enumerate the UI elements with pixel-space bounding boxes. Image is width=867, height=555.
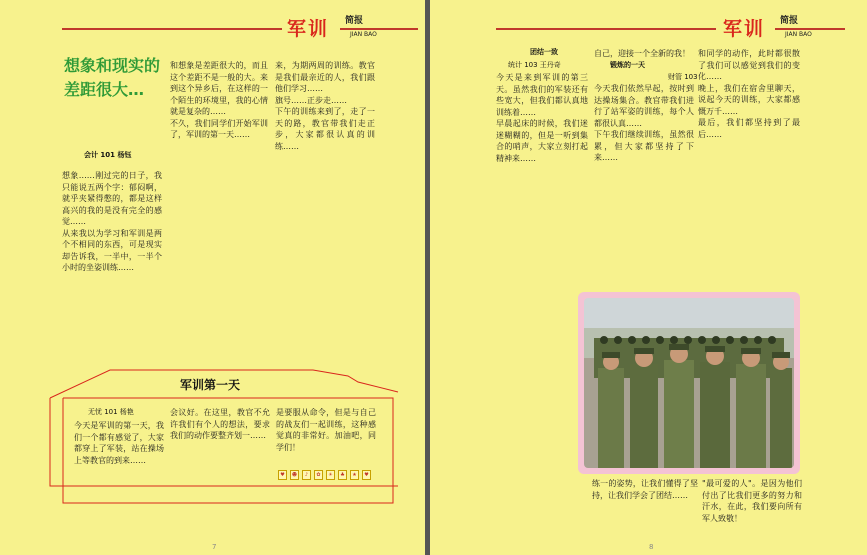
sticker-icon: ♥ [278, 470, 287, 480]
feature-byline: 会计 101 杨钰 [84, 151, 132, 159]
sticker-icon: ♪ [302, 470, 311, 480]
feature-column-3: 来，为期两周的训练。教官是我们最亲近的人，我们跟他们学习…… 旗号……正步走…… 下午的训练来到了，走了一天的路，教官带我们走正步，大家都很认真的训练…… [275, 61, 375, 151]
article2-column-2: 今天我们依然早起，按时到达操场集合。教官带我们进行了站军姿的训练，每个人都很认真…… 下午我们继续训练，虽然很累，但大家都坚持了下来…… [594, 84, 694, 162]
article1-byline: 统计 103 王丹奇 [508, 61, 561, 69]
section2-byline: 无忧 101 杨艳 [88, 408, 134, 416]
article2-column-3: 和同学的动作，此时都很散了我们可以感觉到我们的变化…… 晚上，我们在宿舍里聊天，说起今天的训练，大家都感慨万千…… 最后，我们都坚持到了最后…… [698, 49, 800, 139]
sticker-icon: ♣ [338, 470, 347, 480]
bottom-column-2: 练一的姿势，让我们懂得了坚持，让我们学会了团结…… [592, 479, 698, 500]
header-rule-left [496, 28, 716, 30]
header-subtitle: 简报 [780, 16, 799, 26]
right-page-number: 8 [649, 543, 654, 551]
header-subtitle-pinyin: JIAN BAO [785, 31, 812, 38]
header-subtitle-pinyin: JIAN BAO [350, 31, 377, 38]
photo-caption-text: "最可爱的人"。是因为他们付出了比我们更多的努力和汗水，在此，我们要向所有军人致敬！ [702, 479, 802, 523]
header-rule-left [62, 28, 282, 30]
article1-title: 团结一致 [530, 48, 558, 56]
sticker-icon: ✿ [314, 470, 323, 480]
soldiers-photo-illustration [584, 298, 794, 468]
decorative-icon-strip [278, 470, 371, 480]
header-title: 军训 [287, 18, 330, 40]
section2-column-2: 会议好。在这里，教官不允许我们有个人的想法，要求我们的动作要整齐划一…… [170, 408, 270, 440]
sticker-icon: ☻ [291, 472, 298, 478]
header-rule-right [775, 28, 845, 30]
photo-image [584, 298, 794, 468]
feature-column-1: 想象……刚过完的日子，我只能说五两个字：郁闷啊，就乎夹紧得憋的，都是这样高兴的我的是没有完全的感觉…… 从来我以为学习和军训是两个不相同的东西，可是现实却告诉我，一半中，一半个小时的坐姿训练…… [62, 171, 162, 272]
sticker-icon: ♥ [362, 470, 371, 480]
header-rule-right [340, 28, 418, 30]
header-subtitle: 简报 [345, 16, 364, 26]
section2-column-1: 今天是军训的第一天，我们一个都有感觉了，大家都穿上了军装，站在操场上等教官的到来…… [74, 421, 164, 465]
left-page-number: 7 [212, 543, 217, 551]
left-page [0, 0, 425, 555]
military-training-photo [578, 292, 800, 474]
article2-title: 锻炼的一天 [610, 61, 645, 69]
article1-column-1: 今天是来到军训的第三天。虽然我们的军装还有些宽大，但我们都认真地训练着…… 早晨起床的时候，我们迷迷糊糊的，但是一听到集合的哨声，大家立刻打起精神来…… [496, 73, 588, 163]
sticker-icon: ★ [350, 470, 359, 480]
section2-column-3: 是要服从命令，但是与自己的战友们一起训练，这种感觉真的非常好。加油吧，同学们！ [276, 408, 376, 452]
article1-column-2: 自己，迎接一个全新的我！ [594, 49, 690, 58]
right-page [430, 0, 867, 555]
header-title: 军训 [723, 18, 766, 40]
feature-title: 想象和现实的差距很大… [64, 56, 161, 99]
sticker-icon: ☀ [326, 470, 335, 480]
section2-title: 军训第一天 [179, 378, 240, 392]
article2-byline: 财管 103 [668, 73, 698, 81]
feature-column-2: 和想象是差距很大的，而且这个差距不是一般的大。来到这个异乡后，在这样的一个陌生的环境里，我的心情就是复杂的…… 不久，我们同学们开始军训了，军训的第一天…… [170, 61, 268, 139]
